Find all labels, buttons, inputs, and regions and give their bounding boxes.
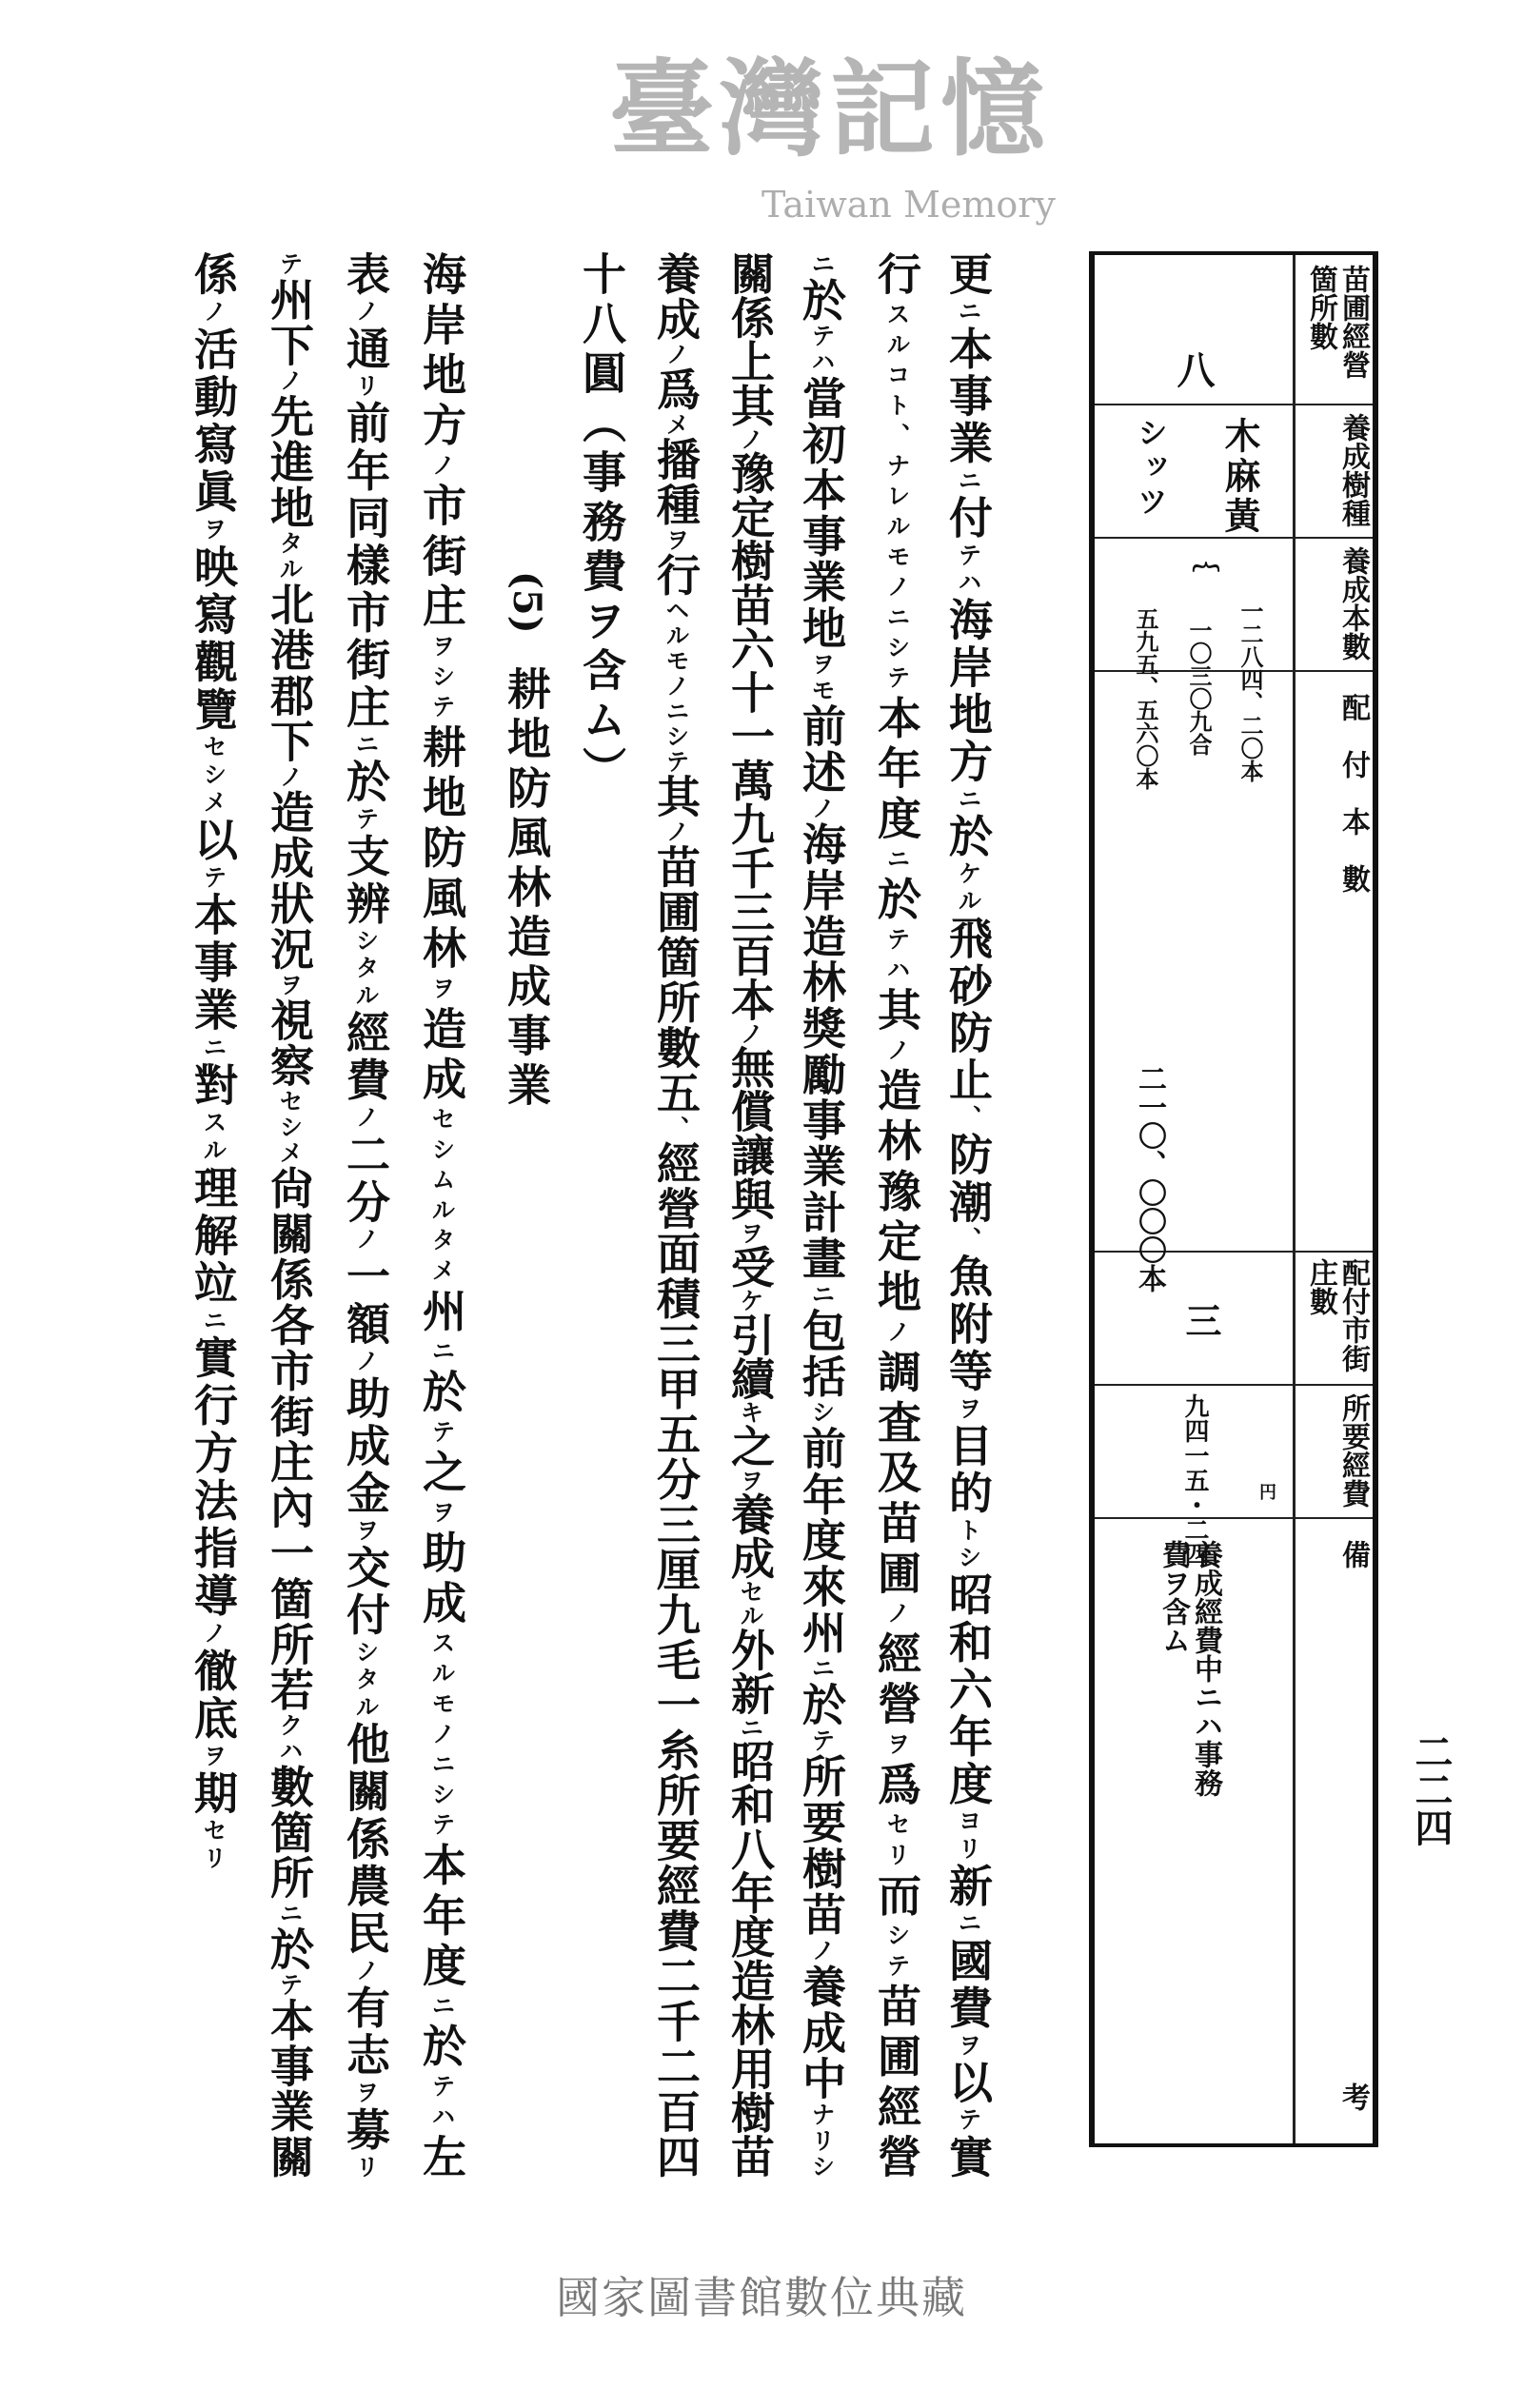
header-nursery-count: 苗圃經營箇所數	[1304, 265, 1370, 379]
cost-value: 九四一五・二四	[1180, 1393, 1209, 1567]
species-2: シッツ	[1133, 417, 1169, 520]
header-cultivation-count: 養成本數	[1336, 546, 1370, 661]
summary-table	[1089, 251, 1378, 2147]
watermark-logo: 臺灣記憶	[609, 48, 1051, 170]
header-cost: 所要經費	[1336, 1393, 1370, 1508]
cultivation-count-3: 五九五、五六〇本	[1132, 607, 1159, 790]
footer-credit: 國家圖書館數位典藏	[556, 2272, 967, 2323]
body-line: 係ノ活動寫眞ヲ映寫觀覽セシメ以テ本事業ニ對スル理解竝ニ實行方法指導ノ徹底ヲ期セリ	[188, 251, 239, 1870]
row-divider	[1095, 404, 1373, 405]
body-line: 海岸地方ノ市街庄ヲシテ耕地防風林ヲ造成セシムルタメ州ニ於テ之ヲ助成スルモノニシテ本年度ニ於テハ左	[416, 251, 467, 2179]
remarks-line-2: 費ヲ含ム	[1157, 1540, 1190, 1654]
body-line: 關係上其ノ豫定樹苗六十一萬九千三百本ノ無償讓與ヲ受ケ引續キ之ヲ養成セル外新ニ昭和八年度造林用樹苗	[724, 251, 776, 2179]
cultivation-count-2: 一〇三〇九合	[1185, 619, 1213, 756]
remarks-line-1: 養成經費中ニハ事務	[1189, 1540, 1222, 1797]
header-remarks: 備考	[1336, 1540, 1370, 2111]
cost-unit: 円	[1256, 1483, 1276, 1500]
header-municipality-count: 配付市街庄數	[1304, 1258, 1370, 1372]
body-line: 表ノ通リ前年同樣市街庄ニ於テ支辨シタル經費ノ二分ノ一額ノ助成金ヲ交付シタル他關係農民ノ有志ヲ募リ	[340, 251, 391, 2179]
body-line: ニ於テハ當初本事業地ヲモ前述ノ海岸造林獎勵事業計畫ニ包括シ前年度來州ニ於テ所要樹苗ノ養成中ナリシ	[796, 251, 847, 2179]
nursery-count-value: 八	[1171, 350, 1216, 388]
body-line: 行スルコト、ナレルモノニシテ本年度ニ於テハ其ノ造林豫定地ノ調査及苗圃ノ經營ヲ爲セリ而シテ苗圃經營	[871, 251, 922, 2179]
body-line: テ州下ノ先進地タル北港郡下ノ造成狀況ヲ視察セシメ尙關係各市街庄內一箇所若クハ數箇所ニ於テ本事業關	[264, 251, 315, 2179]
row-divider	[1095, 537, 1373, 539]
row-divider	[1095, 1517, 1373, 1519]
page-number: 二二四	[1409, 1732, 1454, 1846]
municipality-count-value: 三	[1179, 1302, 1222, 1338]
body-line: 更ニ本事業ニ付テハ海岸地方ニ於ケル飛砂防止、防潮、魚附等ヲ目的トシ昭和六年度ヨリ新ニ國費ヲ以テ實	[942, 251, 994, 2179]
body-line: 養成ノ爲メ播種ヲ行ヘルモノニシテ其ノ苗圃箇所數五、經營面積三甲五分三厘九毛一糸所要經費二千二百四	[650, 251, 702, 2179]
watermark-subtitle: Taiwan Memory	[762, 184, 1056, 226]
section-title: 耕地防風林造成事業	[501, 666, 552, 1112]
species-bracket: ︷	[1189, 544, 1220, 571]
cultivation-count-1: 一二八四、二〇本	[1236, 600, 1264, 782]
species-1: 木麻黃	[1218, 417, 1261, 537]
header-distribution-count: 配付本數	[1336, 693, 1370, 921]
header-species: 養成樹種	[1336, 413, 1370, 527]
section-number: (5)	[504, 571, 549, 634]
distribution-count-value: 二一〇、〇〇〇本	[1133, 1064, 1166, 1293]
body-line: 十八圓（事務費ヲ含ム）	[576, 251, 627, 796]
row-divider	[1095, 1384, 1373, 1386]
